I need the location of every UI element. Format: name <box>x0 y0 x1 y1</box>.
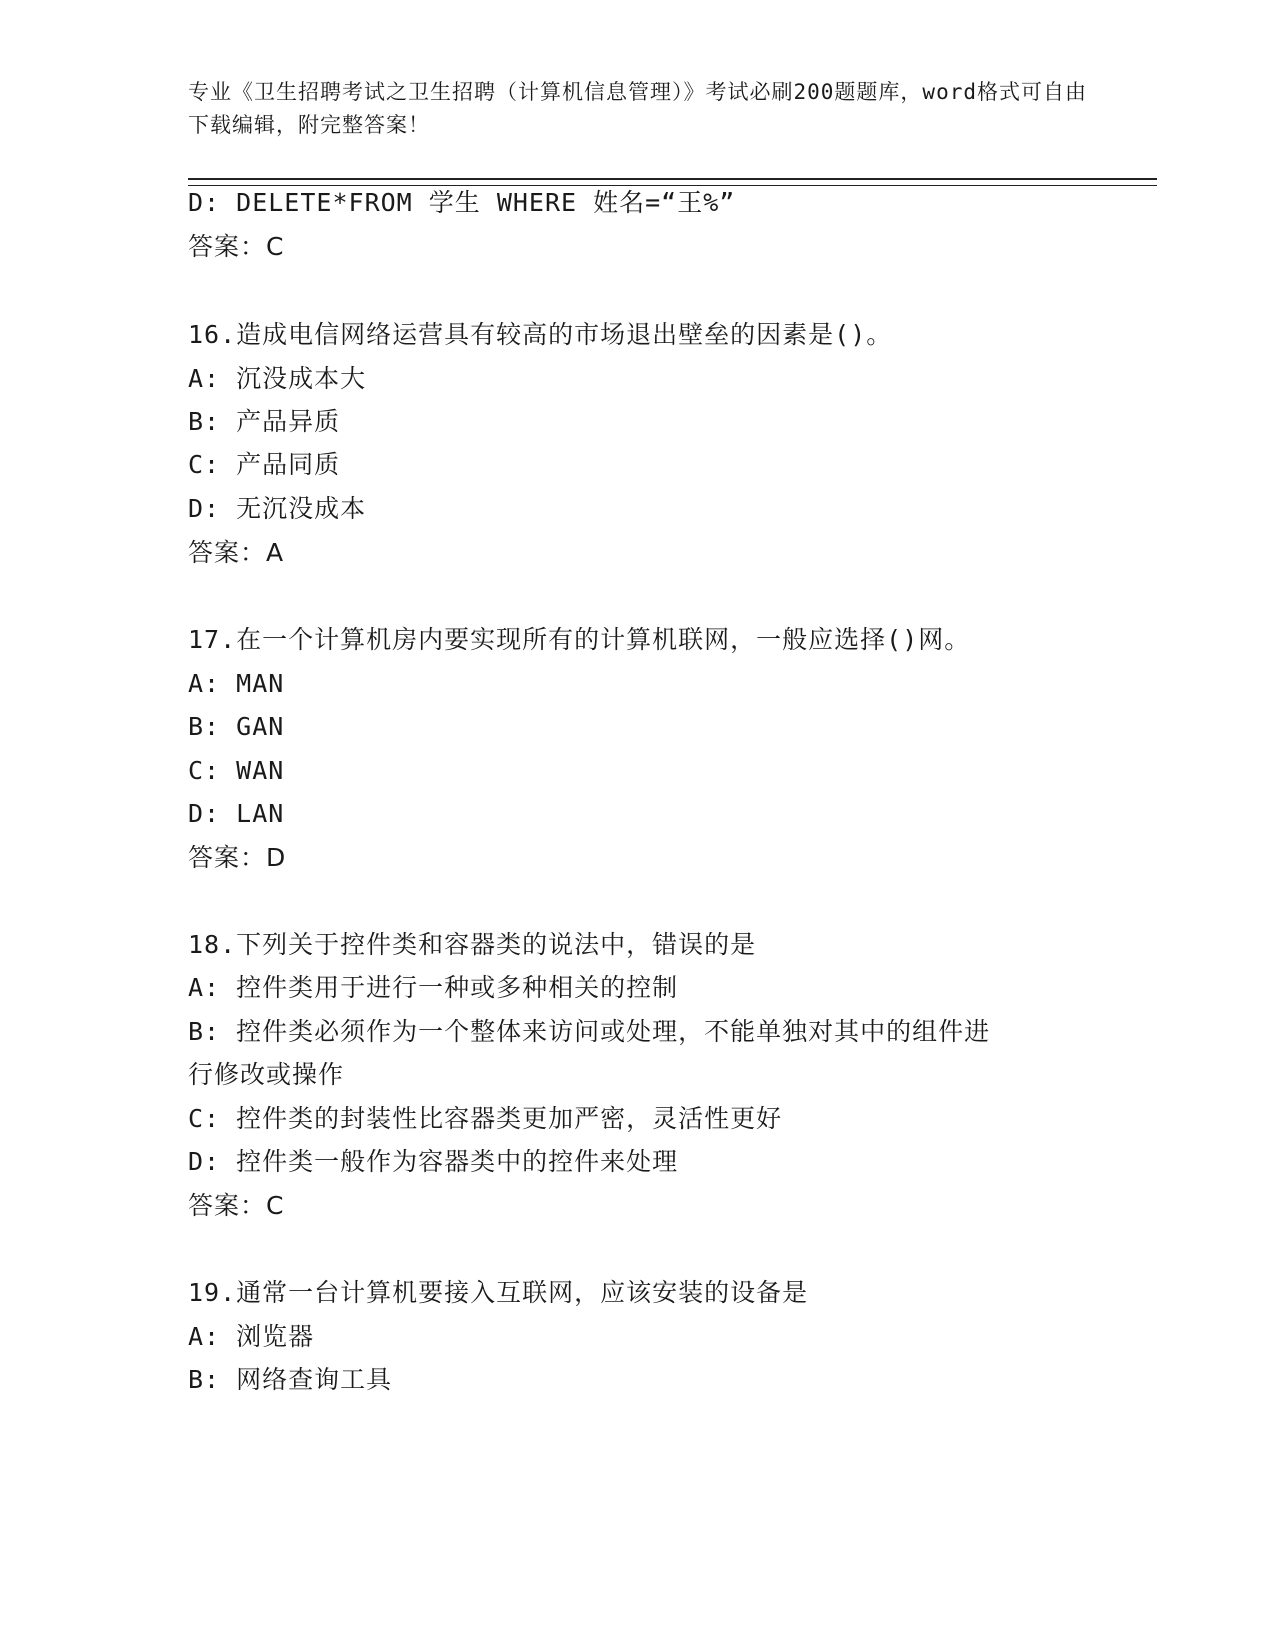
q15-option-d: D: DELETE*FROM 学生 WHERE 姓名=“王%” <box>188 188 736 217</box>
document-header: 专业《卫生招聘考试之卫生招聘（计算机信息管理）》考试必刷200题题库，word格式可自由下载编辑，附完整答案！ <box>188 80 1087 137</box>
q18-option-c: C: 控件类的封装性比容器类更加严密，灵活性更好 <box>188 1104 783 1133</box>
q18-option-b: B: 控件类必须作为一个整体来访问或处理，不能单独对其中的组件进 <box>188 1017 991 1046</box>
q16-option-c: C: 产品同质 <box>188 450 341 479</box>
q18-question: 18.下列关于控件类和容器类的说法中，错误的是 <box>188 930 757 959</box>
q16-option-a: A: 沉没成本大 <box>188 364 367 393</box>
header-divider <box>188 178 1157 186</box>
q17-option-c: C: WAN <box>188 756 285 785</box>
q18-option-a: A: 控件类用于进行一种或多种相关的控制 <box>188 973 679 1002</box>
q17-question: 17.在一个计算机房内要实现所有的计算机联网，一般应选择()网。 <box>188 625 971 654</box>
q17-option-a: A: MAN <box>188 669 285 698</box>
q17-option-d: D: LAN <box>188 799 285 828</box>
q18-option-b-continued: 行修改或操作 <box>188 1060 345 1089</box>
q16-option-b: B: 产品异质 <box>188 407 341 436</box>
q16-question: 16.造成电信网络运营具有较高的市场退出壁垒的因素是()。 <box>188 320 893 349</box>
q17-option-b: B: GAN <box>188 712 285 741</box>
q19-question: 19.通常一台计算机要接入互联网，应该安装的设备是 <box>188 1278 809 1307</box>
q16-option-d: D: 无沉没成本 <box>188 494 367 523</box>
q16-answer: 答案：A <box>188 538 285 567</box>
q18-option-d: D: 控件类一般作为容器类中的控件来处理 <box>188 1147 679 1176</box>
q18-answer: 答案：C <box>188 1191 285 1220</box>
q19-option-a: A: 浏览器 <box>188 1322 315 1351</box>
q15-answer: 答案：C <box>188 232 285 261</box>
q17-answer: 答案：D <box>188 843 287 872</box>
q19-option-b: B: 网络查询工具 <box>188 1365 393 1394</box>
